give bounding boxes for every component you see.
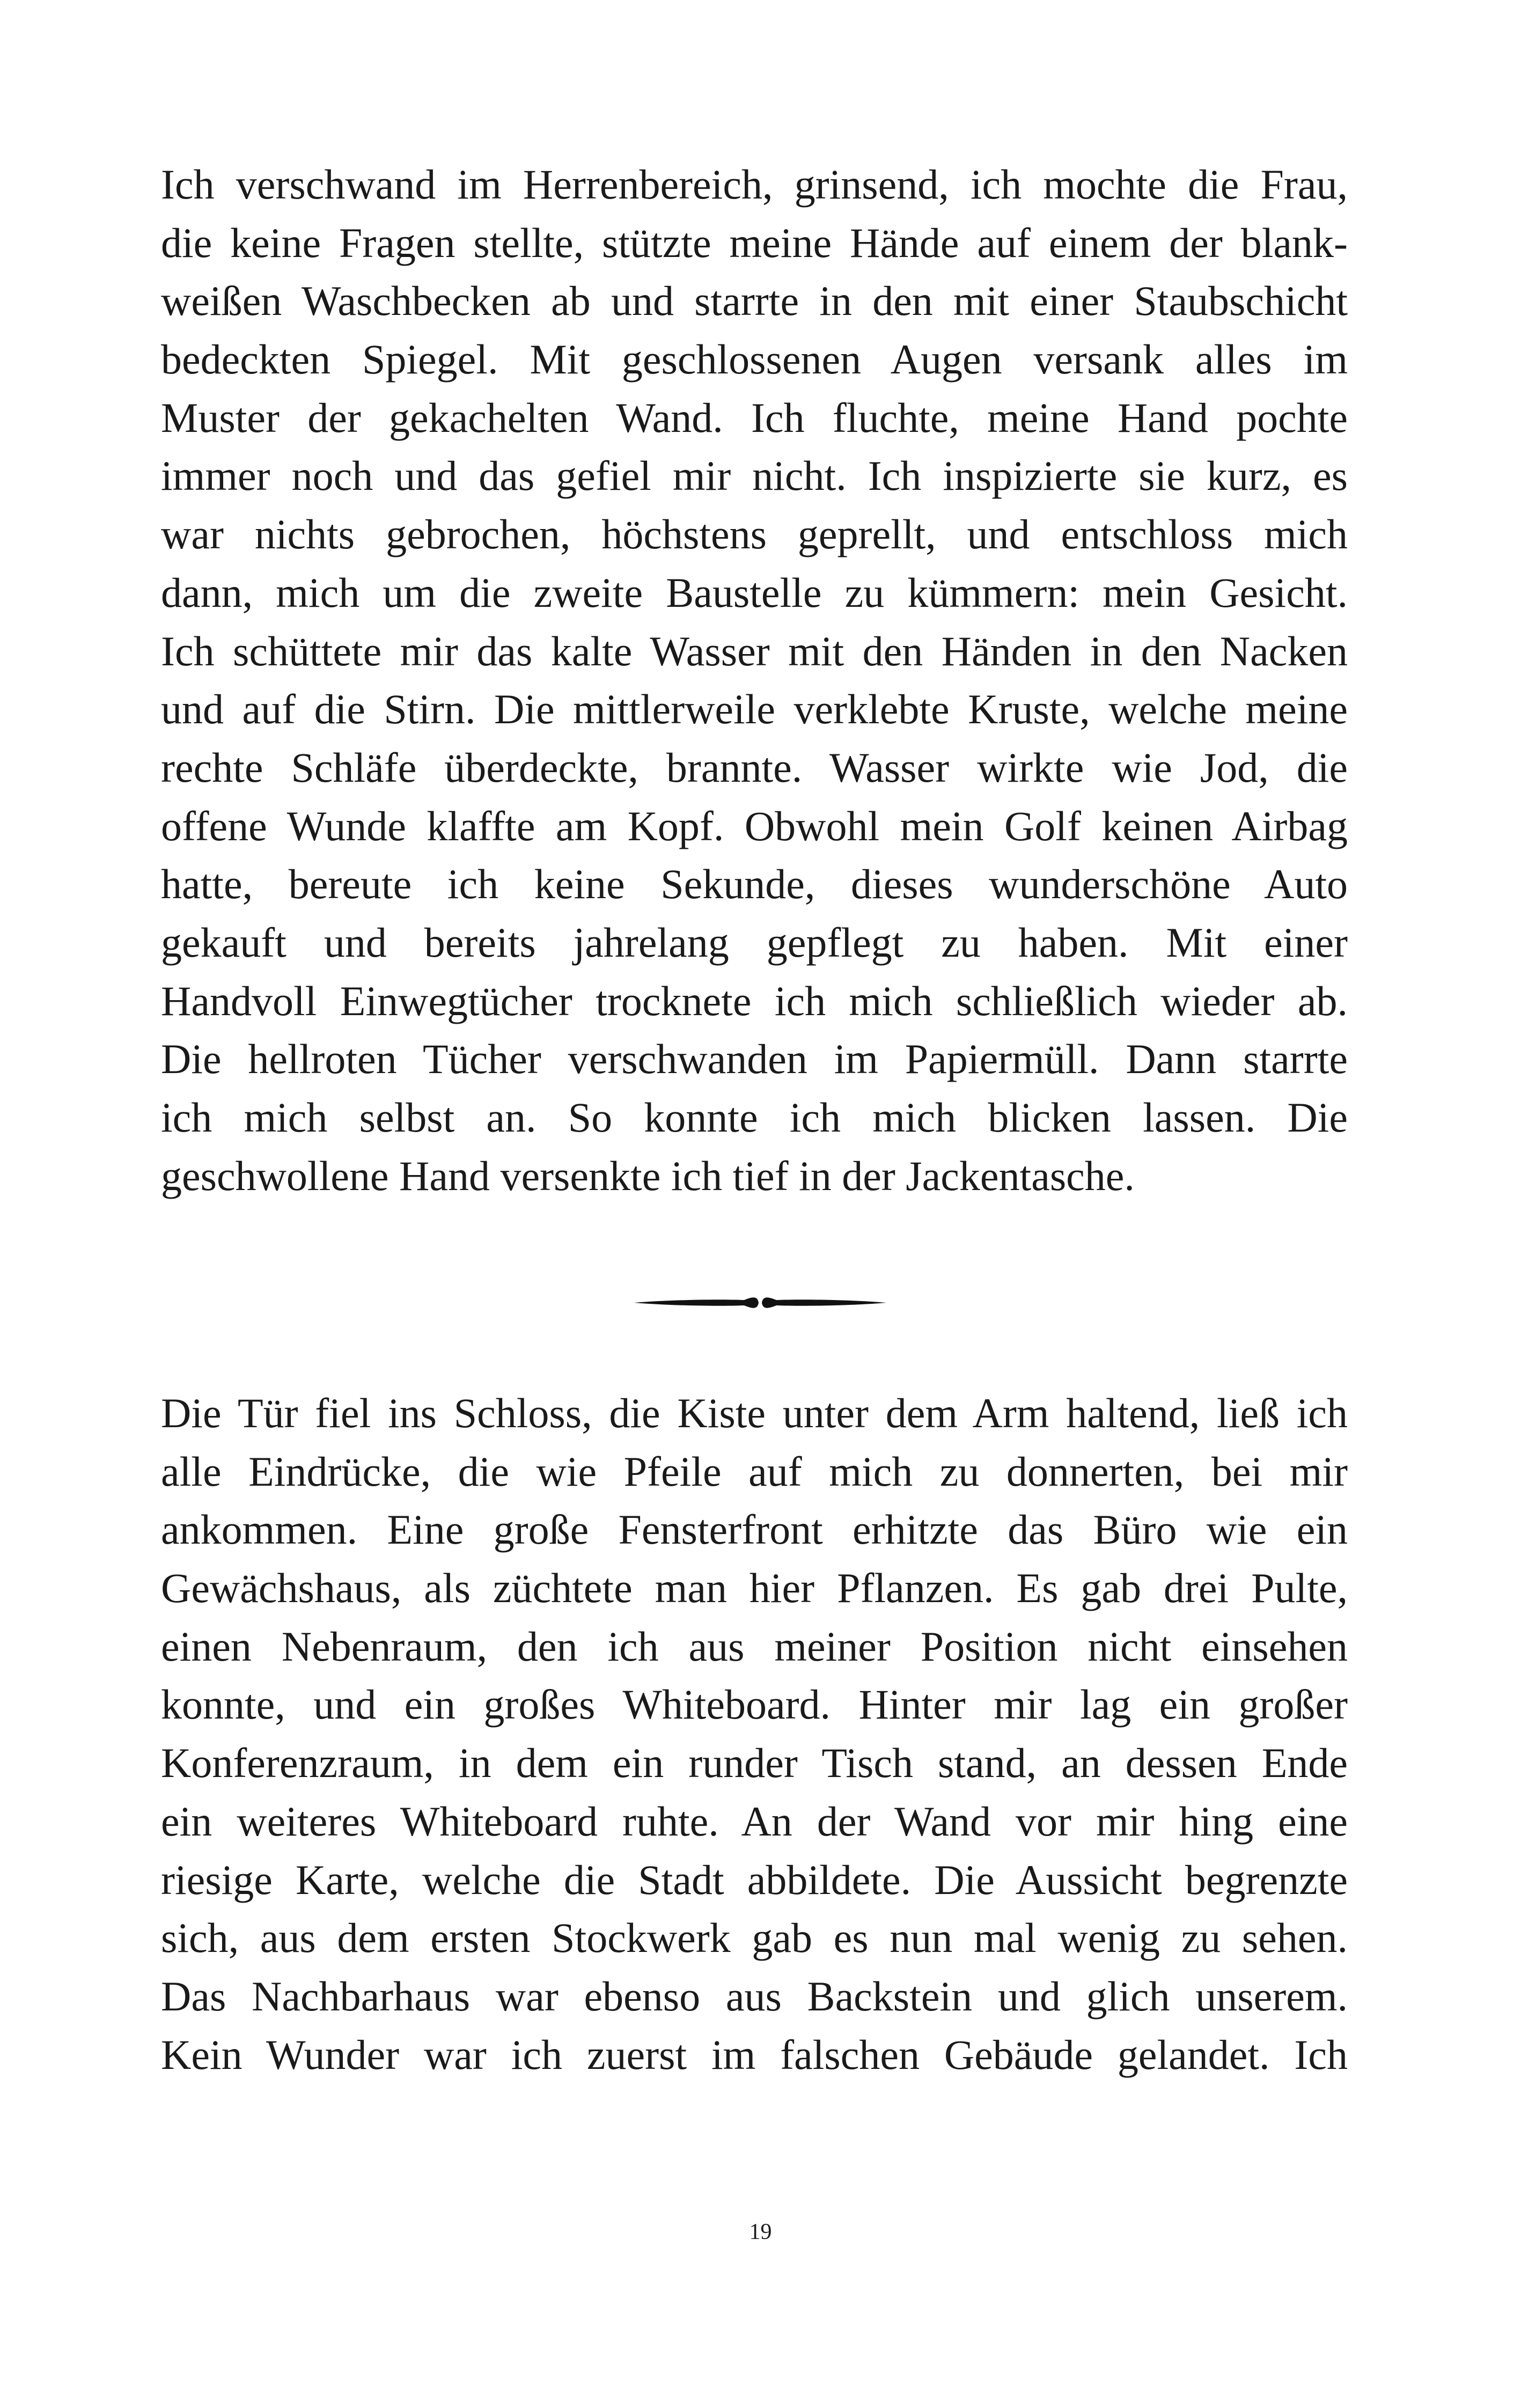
text-line: geschwollene Hand versenkte ich tief in der Jackentasche. [161, 1152, 1135, 1199]
text-line: war nichts gebrochen, höchstens geprellt, und entschloss mich [161, 511, 1348, 558]
text-line: hatte, bereute ich keine Sekunde, dieses wunderschöne Auto [161, 861, 1348, 908]
text-line: einen Nebenraum, den ich aus meiner Position nicht einsehen [161, 1623, 1348, 1670]
text-line: und auf die Stirn. Die mittlerweile verklebte Kruste, welche meine [161, 686, 1348, 733]
text-line: Gewächshaus, als züchtete man hier Pflanzen. Es gab drei Pulte, [161, 1565, 1348, 1612]
text-line: konnte, und ein großes Whiteboard. Hinter mir lag ein großer [161, 1681, 1348, 1728]
text-line: ein weiteres Whiteboard ruhte. An der Wand vor mir hing eine [161, 1797, 1348, 1845]
text-line: Das Nachbarhaus war ebenso aus Backstein und glich unserem. [161, 1972, 1348, 2020]
text-line: die keine Fragen stellte, stützte meine Hände auf einem der blank- [161, 219, 1348, 266]
text-line: weißen Waschbecken ab und starrte in den mit einer Staubschicht [161, 277, 1348, 325]
text-line: sich, aus dem ersten Stockwerk gab es nun mal wenig zu sehen. [161, 1914, 1348, 1962]
text-line: ich mich selbst an. So konnte ich mich blicken lassen. Die [161, 1094, 1348, 1141]
page-number: 19 [749, 2220, 772, 2244]
text-line: alle Eindrücke, die wie Pfeile auf mich zu donnerten, bei mir [161, 1448, 1348, 1495]
text-line: rechte Schläfe überdeckte, brannte. Wasser wirkte wie Jod, die [161, 744, 1348, 791]
text-line: Ich schüttete mir das kalte Wasser mit den Händen in den Nacken [161, 627, 1348, 674]
text-line: Handvoll Einwegtücher trocknete ich mich schließlich wieder ab. [161, 977, 1348, 1024]
text-line: gekauft und bereits jahrelang gepflegt zu haben. Mit einer [161, 919, 1348, 966]
text-line: offene Wunde klaffte am Kopf. Obwohl mein Golf keinen Airbag [161, 802, 1348, 849]
ornamental-rule-icon [634, 1293, 886, 1312]
text-line: immer noch und das gefiel mir nicht. Ich inspizierte sie kurz, es [161, 452, 1348, 500]
text-line: Die hellroten Tücher verschwanden im Papiermüll. Dann starrte [161, 1036, 1348, 1083]
text-line: Ich verschwand im Herrenbereich, grinsend, ich mochte die Frau, [161, 161, 1348, 208]
paragraph-1 [161, 156, 1348, 1205]
text-line: bedeckten Spiegel. Mit geschlossenen Augen versank alles im [161, 336, 1348, 383]
text-line: riesige Karte, welche die Stadt abbildete. Die Aussicht begrenzte [161, 1856, 1348, 1903]
text-line: dann, mich um die zweite Baustelle zu kümmern: mein Gesicht. [161, 569, 1348, 616]
text-line: Die Tür fiel ins Schloss, die Kiste unter dem Arm haltend, ließ ich [161, 1390, 1348, 1436]
text-line: ankommen. Eine große Fensterfront erhitzte das Büro wie ein [161, 1506, 1348, 1553]
text-line: Muster der gekachelten Wand. Ich fluchte, meine Hand pochte [161, 394, 1348, 441]
text-line: Konferenzraum, in dem ein runder Tisch stand, an dessen Ende [161, 1739, 1348, 1787]
text-line: Kein Wunder war ich zuerst im falschen Gebäude gelandet. Ich [161, 2031, 1348, 2078]
paragraph-2 [161, 1384, 1348, 2084]
